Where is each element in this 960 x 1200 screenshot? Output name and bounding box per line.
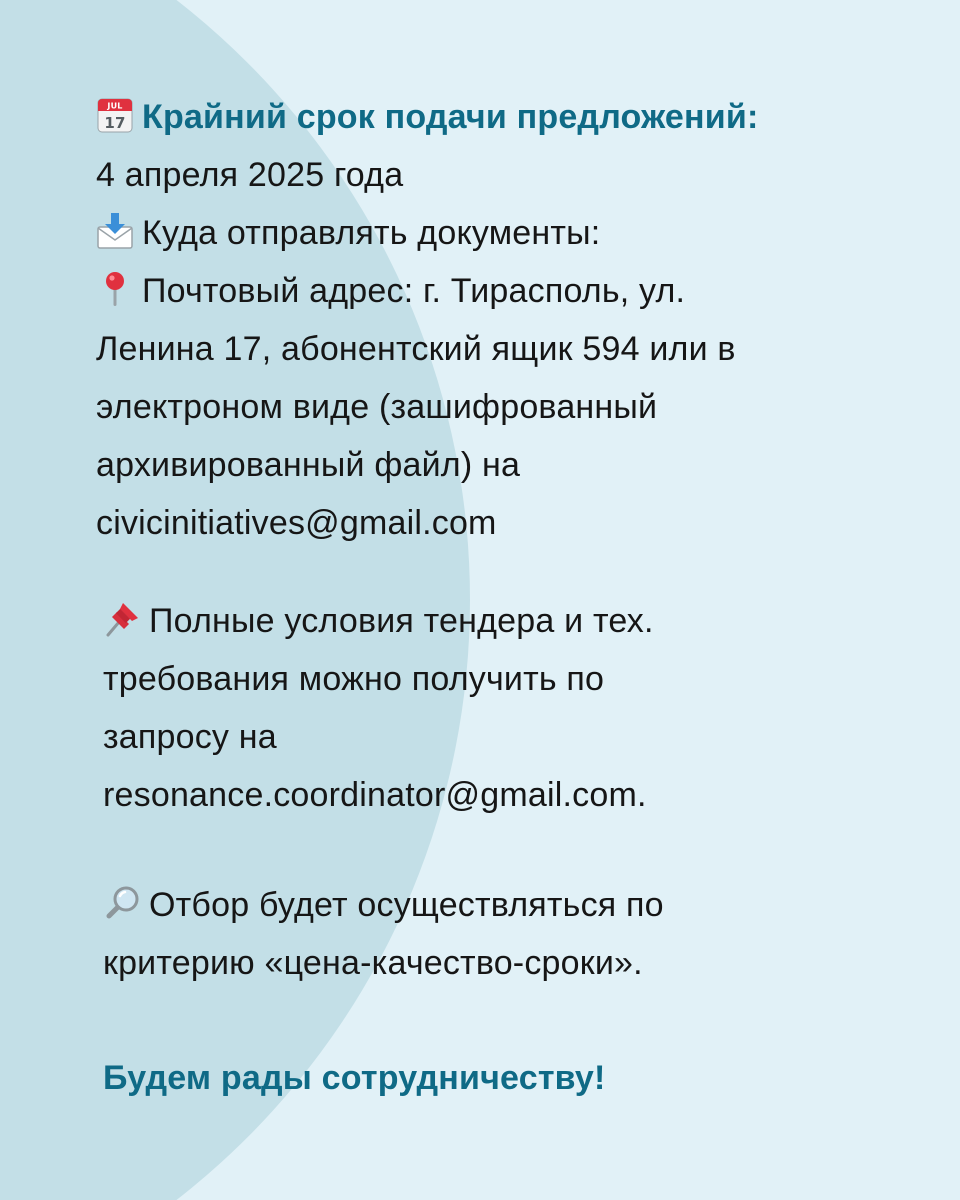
submission-heading-line [96, 204, 600, 262]
selection-line-2: критерию «цена-качество-сроки». [103, 944, 643, 982]
selection-line-1 [103, 876, 664, 934]
deadline-heading: Крайний срок подачи предложений: [142, 98, 759, 136]
conditions-line-3: запросу на [103, 718, 277, 756]
address-text-1: Почтовый адрес: г. Тирасполь, ул. [142, 272, 686, 310]
pushpin-icon [103, 600, 141, 638]
submission-email: civicinitiatives@gmail.com [96, 504, 497, 542]
conditions-text-1: Полные условия тендера и тех. [149, 602, 654, 640]
envelope-inbox-icon [96, 212, 134, 250]
conditions-line-2: требования можно получить по [103, 660, 605, 698]
deadline-date: 4 апреля 2025 года [96, 156, 404, 194]
conditions-email: resonance.coordinator@gmail.com. [103, 776, 647, 814]
conditions-line-1 [103, 592, 654, 650]
address-line-3: электроном виде (зашифрованный [96, 388, 658, 426]
magnifying-glass-icon [103, 884, 141, 922]
closing-message: Будем рады сотрудничеству! [103, 1059, 606, 1097]
calendar-icon [96, 96, 134, 134]
round-pushpin-icon [96, 270, 134, 308]
submission-heading: Куда отправлять документы: [142, 214, 601, 252]
address-line-1 [96, 262, 685, 320]
address-line-2: Ленина 17, абонентский ящик 594 или в [96, 330, 736, 368]
svg-text:17: 17 [104, 114, 126, 132]
svg-text:JUL: JUL [107, 101, 123, 111]
address-line-4: архивированный файл) на [96, 446, 521, 484]
deadline-heading-line [96, 88, 759, 146]
selection-text-1: Отбор будет осуществляться по [149, 886, 664, 924]
